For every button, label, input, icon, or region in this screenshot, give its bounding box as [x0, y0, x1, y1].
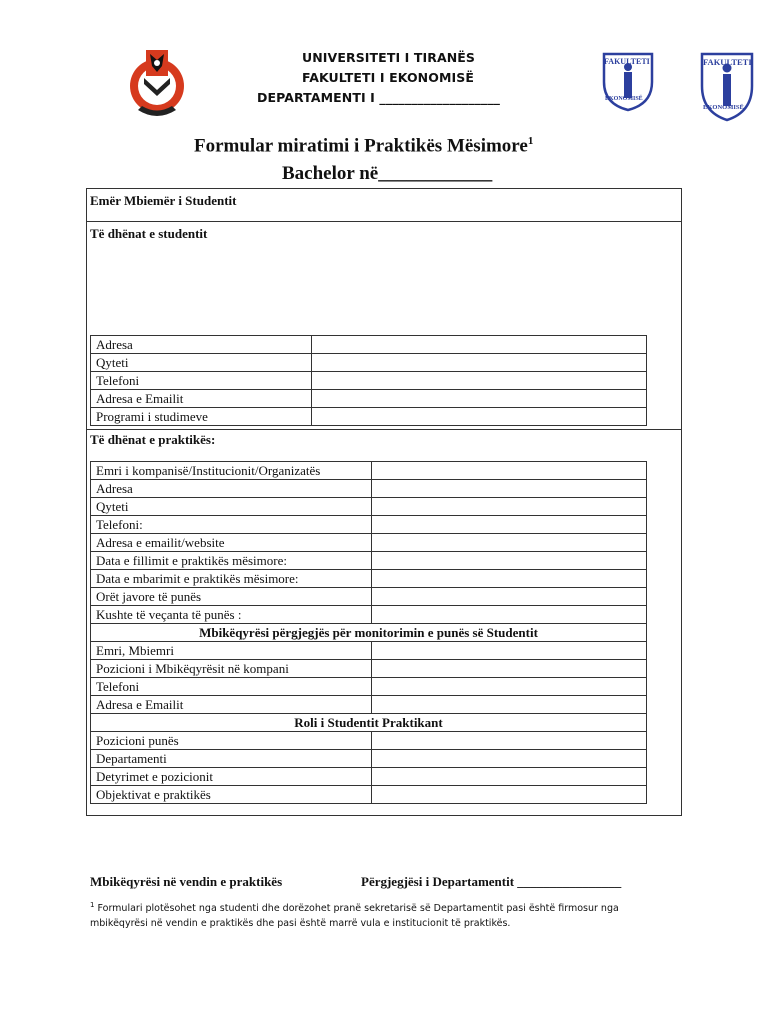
row-label: Data e mbarimit e praktikës mësimore: — [91, 570, 372, 588]
row-value-field[interactable] — [371, 678, 646, 696]
row-label: Adresa — [91, 480, 372, 498]
row-value-field[interactable] — [311, 336, 646, 354]
table-row — [91, 372, 647, 390]
row-label: Adresa — [91, 336, 312, 354]
row-label: Adresa e Emailit — [91, 696, 372, 714]
row-value-field[interactable] — [371, 768, 646, 786]
row-label: Qyteti — [91, 354, 312, 372]
footnote-reference: 1 — [527, 135, 534, 147]
student-name-label: Emër Mbiemër i Studentit — [90, 193, 237, 208]
row-value-field[interactable] — [371, 588, 646, 606]
table-row — [91, 750, 647, 768]
row-value-field[interactable] — [371, 516, 646, 534]
faculty-logo-left — [600, 52, 656, 112]
student-data-label: Të dhënat e studentit — [90, 226, 208, 241]
footnote — [90, 898, 670, 931]
department-head-signature-label: Përgjegjësi i Departamentit ________________ — [361, 874, 622, 889]
section-heading: Mbikëqyrësi përgjegjës për monitorimin e punës së Studentit — [91, 624, 647, 642]
table-row — [91, 336, 647, 354]
logo-bottom-text: EKONOMISË — [605, 96, 643, 102]
table-row — [91, 390, 647, 408]
table-row — [91, 516, 647, 534]
table-row — [91, 588, 647, 606]
row-value-field[interactable] — [371, 462, 646, 480]
table-row — [91, 696, 647, 714]
row-value-field[interactable] — [371, 660, 646, 678]
row-label: Orët javore të punës — [91, 588, 372, 606]
row-value-field[interactable] — [371, 552, 646, 570]
footnote-text: Formulari plotësohet nga studenti dhe dorëzohet pranë sekretarisë së Departamentit pasi është firmosur nga mbikëqyrësi në vendin e praktikës dhe pasi është marrë vula e institucionit të praktikës. — [90, 903, 619, 930]
row-label: Qyteti — [91, 498, 372, 516]
university-name: UNIVERSITETI I TIRANËS — [302, 50, 476, 65]
table-row — [91, 660, 647, 678]
table-row — [91, 732, 647, 750]
row-value-field[interactable] — [371, 696, 646, 714]
row-value-field[interactable] — [371, 786, 646, 804]
row-value-field[interactable] — [371, 606, 646, 624]
logo-top-text: FAKULTETI — [703, 57, 752, 67]
row-label: Telefoni — [91, 678, 372, 696]
row-label: Data e fillimit e praktikës mësimore: — [91, 552, 372, 570]
row-label: Adresa e emailit/website — [91, 534, 372, 552]
student-data-table — [90, 335, 647, 426]
table-row — [91, 678, 647, 696]
row-label: Emri, Mbiemri — [91, 642, 372, 660]
table-row — [91, 570, 647, 588]
form-title — [194, 135, 533, 157]
row-value-field[interactable] — [311, 354, 646, 372]
department-name: DEPARTAMENTI I ___________________ — [257, 90, 501, 105]
faculty-name: FAKULTETI I EKONOMISË — [302, 70, 474, 85]
row-value-field[interactable] — [311, 408, 646, 426]
row-value-field[interactable] — [311, 390, 646, 408]
footnote-mark: 1 — [90, 901, 95, 909]
row-value-field[interactable] — [371, 534, 646, 552]
supervisor-signature-label: Mbikëqyrësi në vendin e praktikës — [90, 874, 283, 889]
row-label: Emri i kompanisë/Institucionit/Organizatës — [91, 462, 372, 480]
form-title-text: Formular miratimi i Praktikës Mësimore — [194, 135, 528, 157]
row-label: Objektivat e praktikës — [91, 786, 372, 804]
form-subtitle: Bachelor në____________ — [282, 163, 493, 184]
row-label: Telefoni: — [91, 516, 372, 534]
table-row — [91, 498, 647, 516]
logo-bottom-text: EKONOMISË — [703, 104, 744, 111]
row-label: Detyrimet e pozicionit — [91, 768, 372, 786]
table-row — [91, 354, 647, 372]
faculty-logo-right — [698, 52, 756, 122]
table-row — [91, 714, 647, 732]
row-label: Telefoni — [91, 372, 312, 390]
row-value-field[interactable] — [371, 498, 646, 516]
row-label: Adresa e Emailit — [91, 390, 312, 408]
row-label: Pozicioni punës — [91, 732, 372, 750]
row-value-field[interactable] — [371, 642, 646, 660]
logo-top-text: FAKULTETI — [604, 57, 650, 66]
row-label: Kushte të veçanta të punës : — [91, 606, 372, 624]
table-row — [91, 768, 647, 786]
table-row — [91, 534, 647, 552]
row-value-field[interactable] — [371, 732, 646, 750]
row-value-field[interactable] — [371, 480, 646, 498]
university-seal-logo — [128, 48, 186, 120]
practice-data-table — [90, 461, 647, 804]
row-value-field[interactable] — [371, 750, 646, 768]
table-row — [91, 624, 647, 642]
table-row — [91, 786, 647, 804]
row-label: Departamenti — [91, 750, 372, 768]
section-heading: Roli i Studentit Praktikant — [91, 714, 647, 732]
table-row — [91, 606, 647, 624]
table-row — [91, 480, 647, 498]
row-label: Pozicioni i Mbikëqyrësit në kompani — [91, 660, 372, 678]
row-label: Programi i studimeve — [91, 408, 312, 426]
table-row — [91, 642, 647, 660]
table-row — [91, 552, 647, 570]
table-row — [91, 408, 647, 426]
row-value-field[interactable] — [371, 570, 646, 588]
row-value-field[interactable] — [311, 372, 646, 390]
table-row — [91, 462, 647, 480]
practice-data-label: Të dhënat e praktikës: — [90, 432, 216, 447]
